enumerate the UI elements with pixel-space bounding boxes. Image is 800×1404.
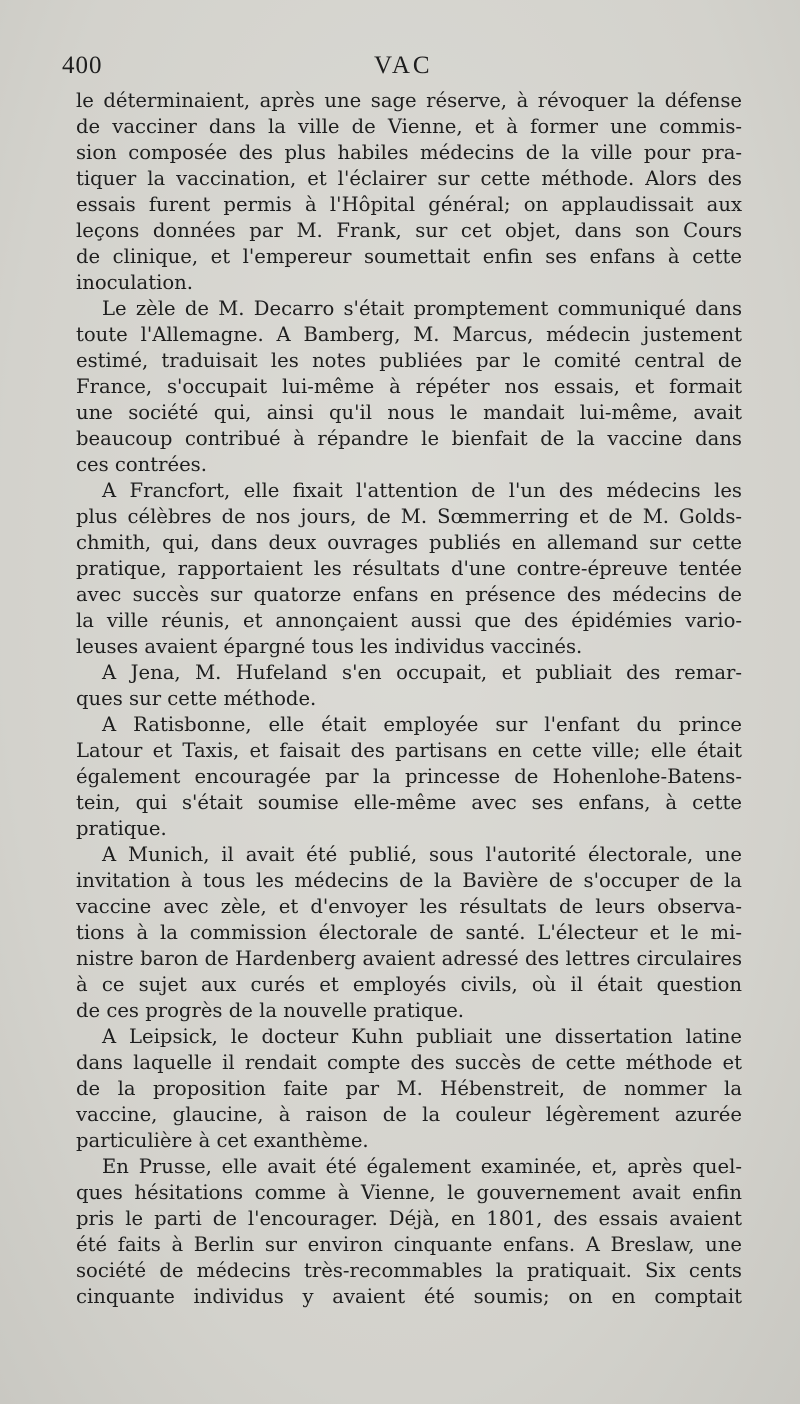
running-head: VAC bbox=[374, 52, 433, 79]
text-line: une société qui, ainsi qu'il nous le mandait lui-même, avait bbox=[76, 401, 742, 424]
text-line: vaccine avec zèle, et d'envoyer les résultats de leurs observa- bbox=[76, 895, 742, 918]
text-line: de la proposition faite par M. Hébenstreit, de nommer la bbox=[76, 1077, 742, 1100]
text-line: plus célèbres de nos jours, de M. Sœmmerring et de M. Golds- bbox=[76, 505, 742, 528]
text-line: France, s'occupait lui-même à répéter nos essais, et formait bbox=[76, 375, 742, 398]
text-line: pratique. bbox=[76, 817, 167, 840]
text-line: estimé, traduisait les notes publiées par le comité central de bbox=[76, 349, 742, 372]
text-line: tiquer la vaccination, et l'éclairer sur cette méthode. Alors des bbox=[76, 167, 742, 190]
text-line: A Leipsick, le docteur Kuhn publiait une dissertation latine bbox=[102, 1025, 742, 1048]
text-line: société de médecins très-recommables la pratiquait. Six cents bbox=[76, 1259, 742, 1282]
text-line: ces contrées. bbox=[76, 453, 207, 476]
text-line: tein, qui s'était soumise elle-même avec ses enfans, à cette bbox=[76, 791, 742, 814]
text-line: A Munich, il avait été publié, sous l'autorité électorale, une bbox=[102, 843, 742, 866]
text-line: pratique, rapportaient les résultats d'une contre-épreuve tentée bbox=[76, 557, 742, 580]
text-line: également encouragée par la princesse de Hohenlohe-Batens- bbox=[76, 765, 742, 788]
text-line: leçons données par M. Frank, sur cet objet, dans son Cours bbox=[76, 219, 742, 242]
text-line: essais furent permis à l'Hôpital général; on applaudissait aux bbox=[76, 193, 742, 216]
text-line: vaccine, glaucine, à raison de la couleur légèrement azurée bbox=[76, 1103, 742, 1126]
text-line: sion composée des plus habiles médecins de la ville pour pra- bbox=[76, 141, 742, 164]
text-line: dans laquelle il rendait compte des succès de cette méthode et bbox=[76, 1051, 742, 1074]
page-number: 400 bbox=[62, 52, 103, 79]
text-line: Le zèle de M. Decarro s'était promptement communiqué dans bbox=[102, 297, 742, 320]
text-line: invitation à tous les médecins de la Bavière de s'occuper de la bbox=[76, 869, 742, 892]
text-line: cinquante individus y avaient été soumis; on en comptait bbox=[76, 1285, 742, 1308]
body-text bbox=[76, 88, 742, 1310]
text-line: leuses avaient épargné tous les individus vaccinés. bbox=[76, 635, 583, 658]
text-line: beaucoup contribué à répandre le bienfait de la vaccine dans bbox=[76, 427, 742, 450]
text-line: pris le parti de l'encourager. Déjà, en 1801, des essais avaient bbox=[76, 1207, 742, 1230]
text-line: le déterminaient, après une sage réserve, à révoquer la défense bbox=[76, 89, 742, 112]
text-line: nistre baron de Hardenberg avaient adressé des lettres circulaires bbox=[76, 947, 742, 970]
text-line: ques hésitations comme à Vienne, le gouvernement avait enfin bbox=[76, 1181, 742, 1204]
text-line: En Prusse, elle avait été également examinée, et, après quel- bbox=[102, 1155, 742, 1178]
text-line: inoculation. bbox=[76, 271, 194, 294]
text-line: particulière à cet exanthème. bbox=[76, 1129, 369, 1152]
text-line: à ce sujet aux curés et employés civils, où il était question bbox=[76, 973, 742, 996]
text-line: la ville réunis, et annonçaient aussi que des épidémies vario- bbox=[76, 609, 742, 632]
text-line: chmith, qui, dans deux ouvrages publiés en allemand sur cette bbox=[76, 531, 742, 554]
text-line: de clinique, et l'empereur soumettait enfin ses enfans à cette bbox=[76, 245, 742, 268]
text-line: A Ratisbonne, elle était employée sur l'enfant du prince bbox=[102, 713, 742, 736]
text-line: ques sur cette méthode. bbox=[76, 687, 317, 710]
text-line: toute l'Allemagne. A Bamberg, M. Marcus, médecin justement bbox=[76, 323, 742, 346]
text-line: de ces progrès de la nouvelle pratique. bbox=[76, 999, 465, 1022]
text-line: été faits à Berlin sur environ cinquante enfans. A Breslaw, une bbox=[76, 1233, 742, 1256]
text-line: de vacciner dans la ville de Vienne, et à former une commis- bbox=[76, 115, 742, 138]
text-line: A Jena, M. Hufeland s'en occupait, et publiait des remar- bbox=[102, 661, 742, 684]
text-line: Latour et Taxis, et faisait des partisans en cette ville; elle était bbox=[76, 739, 742, 762]
text-line: A Francfort, elle fixait l'attention de l'un des médecins les bbox=[102, 479, 742, 502]
text-line: avec succès sur quatorze enfans en présence des médecins de bbox=[76, 583, 742, 606]
page-header bbox=[62, 52, 742, 86]
text-line: tions à la commission électorale de santé. L'électeur et le mi- bbox=[76, 921, 742, 944]
